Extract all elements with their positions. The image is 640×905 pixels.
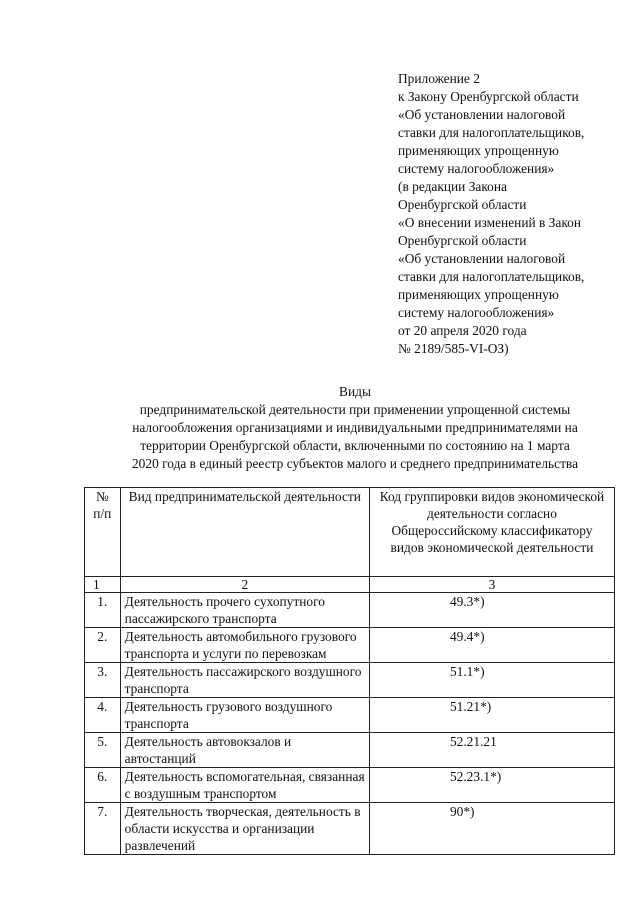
- row-code: 49.3*): [369, 593, 614, 628]
- appendix-line: № 2189/585-VI-ОЗ): [398, 341, 509, 356]
- table-row: [85, 768, 615, 803]
- appendix-line: применяющих упрощенную: [398, 287, 559, 302]
- title-line: территории Оренбургской области, включенными по состоянию на 1 марта: [140, 438, 570, 453]
- index-cell: 2: [120, 577, 369, 593]
- table-row: [85, 593, 615, 628]
- appendix-line: к Закону Оренбургской области: [398, 89, 579, 104]
- index-cell: 1: [85, 577, 121, 593]
- activities-table: [84, 487, 615, 855]
- row-code: 52.23.1*): [369, 768, 614, 803]
- appendix-line: Оренбургской области: [398, 197, 527, 212]
- appendix-line: Оренбургской области: [398, 233, 527, 248]
- row-name: Деятельность пассажирского воздушного транспорта: [120, 663, 369, 698]
- row-num: 2.: [85, 628, 121, 663]
- row-num: 1.: [85, 593, 121, 628]
- row-code: 51.1*): [369, 663, 614, 698]
- row-code: 51.21*): [369, 698, 614, 733]
- row-name: Деятельность автомобильного грузового транспорта и услуги по перевозкам: [120, 628, 369, 663]
- appendix-line: «Об установлении налоговой: [398, 251, 566, 266]
- title-line: налогообложения организациями и индивидуальными предпринимателями на: [132, 420, 578, 435]
- row-code: 52.21.21: [369, 733, 614, 768]
- appendix-line: (в редакции Закона: [398, 179, 507, 194]
- header-code: Код группировки видов экономической деятельности согласно Общероссийскому классификатору видов экономической деятельности: [369, 488, 614, 577]
- header-name: Вид предпринимательской деятельности: [120, 488, 369, 577]
- row-code: 49.4*): [369, 628, 614, 663]
- row-num: 3.: [85, 663, 121, 698]
- appendix-line: ставки для налогоплательщиков,: [398, 269, 585, 284]
- document-title: [80, 383, 630, 473]
- row-num: 7.: [85, 803, 121, 855]
- title-line: 2020 года в единый реестр субъектов малого и среднего предпринимательства: [131, 456, 579, 471]
- row-num: 6.: [85, 768, 121, 803]
- row-name: Деятельность грузового воздушного транспорта: [120, 698, 369, 733]
- appendix-line: систему налогообложения»: [398, 161, 555, 176]
- row-name: Деятельность творческая, деятельность в области искусства и организации развлечений: [120, 803, 369, 855]
- row-code: 90*): [369, 803, 614, 855]
- table-header-row: [85, 488, 615, 577]
- table-row: [85, 733, 615, 768]
- title-heading: Виды: [339, 384, 371, 399]
- appendix-block: [398, 70, 634, 358]
- appendix-line: «Об установлении налоговой: [398, 107, 566, 122]
- table-row: [85, 663, 615, 698]
- appendix-line: систему налогообложения»: [398, 305, 555, 320]
- appendix-line: ставки для налогоплательщиков,: [398, 125, 585, 140]
- table-index-row: [85, 577, 615, 593]
- row-num: 5.: [85, 733, 121, 768]
- row-num: 4.: [85, 698, 121, 733]
- table-row: [85, 698, 615, 733]
- appendix-line: «О внесении изменений в Закон: [398, 215, 582, 230]
- table-row: [85, 803, 615, 855]
- row-name: Деятельность вспомогательная, связанная с воздушным транспортом: [120, 768, 369, 803]
- index-cell: 3: [369, 577, 614, 593]
- appendix-line: применяющих упрощенную: [398, 143, 559, 158]
- title-line: предпринимательской деятельности при применении упрощенной системы: [139, 402, 571, 417]
- appendix-line: Приложение 2: [398, 71, 480, 86]
- header-num: № п/п: [85, 488, 121, 577]
- table-row: [85, 628, 615, 663]
- row-name: Деятельность прочего сухопутного пассажирского транспорта: [120, 593, 369, 628]
- row-name: Деятельность автовокзалов и автостанций: [120, 733, 369, 768]
- appendix-line: от 20 апреля 2020 года: [398, 323, 527, 338]
